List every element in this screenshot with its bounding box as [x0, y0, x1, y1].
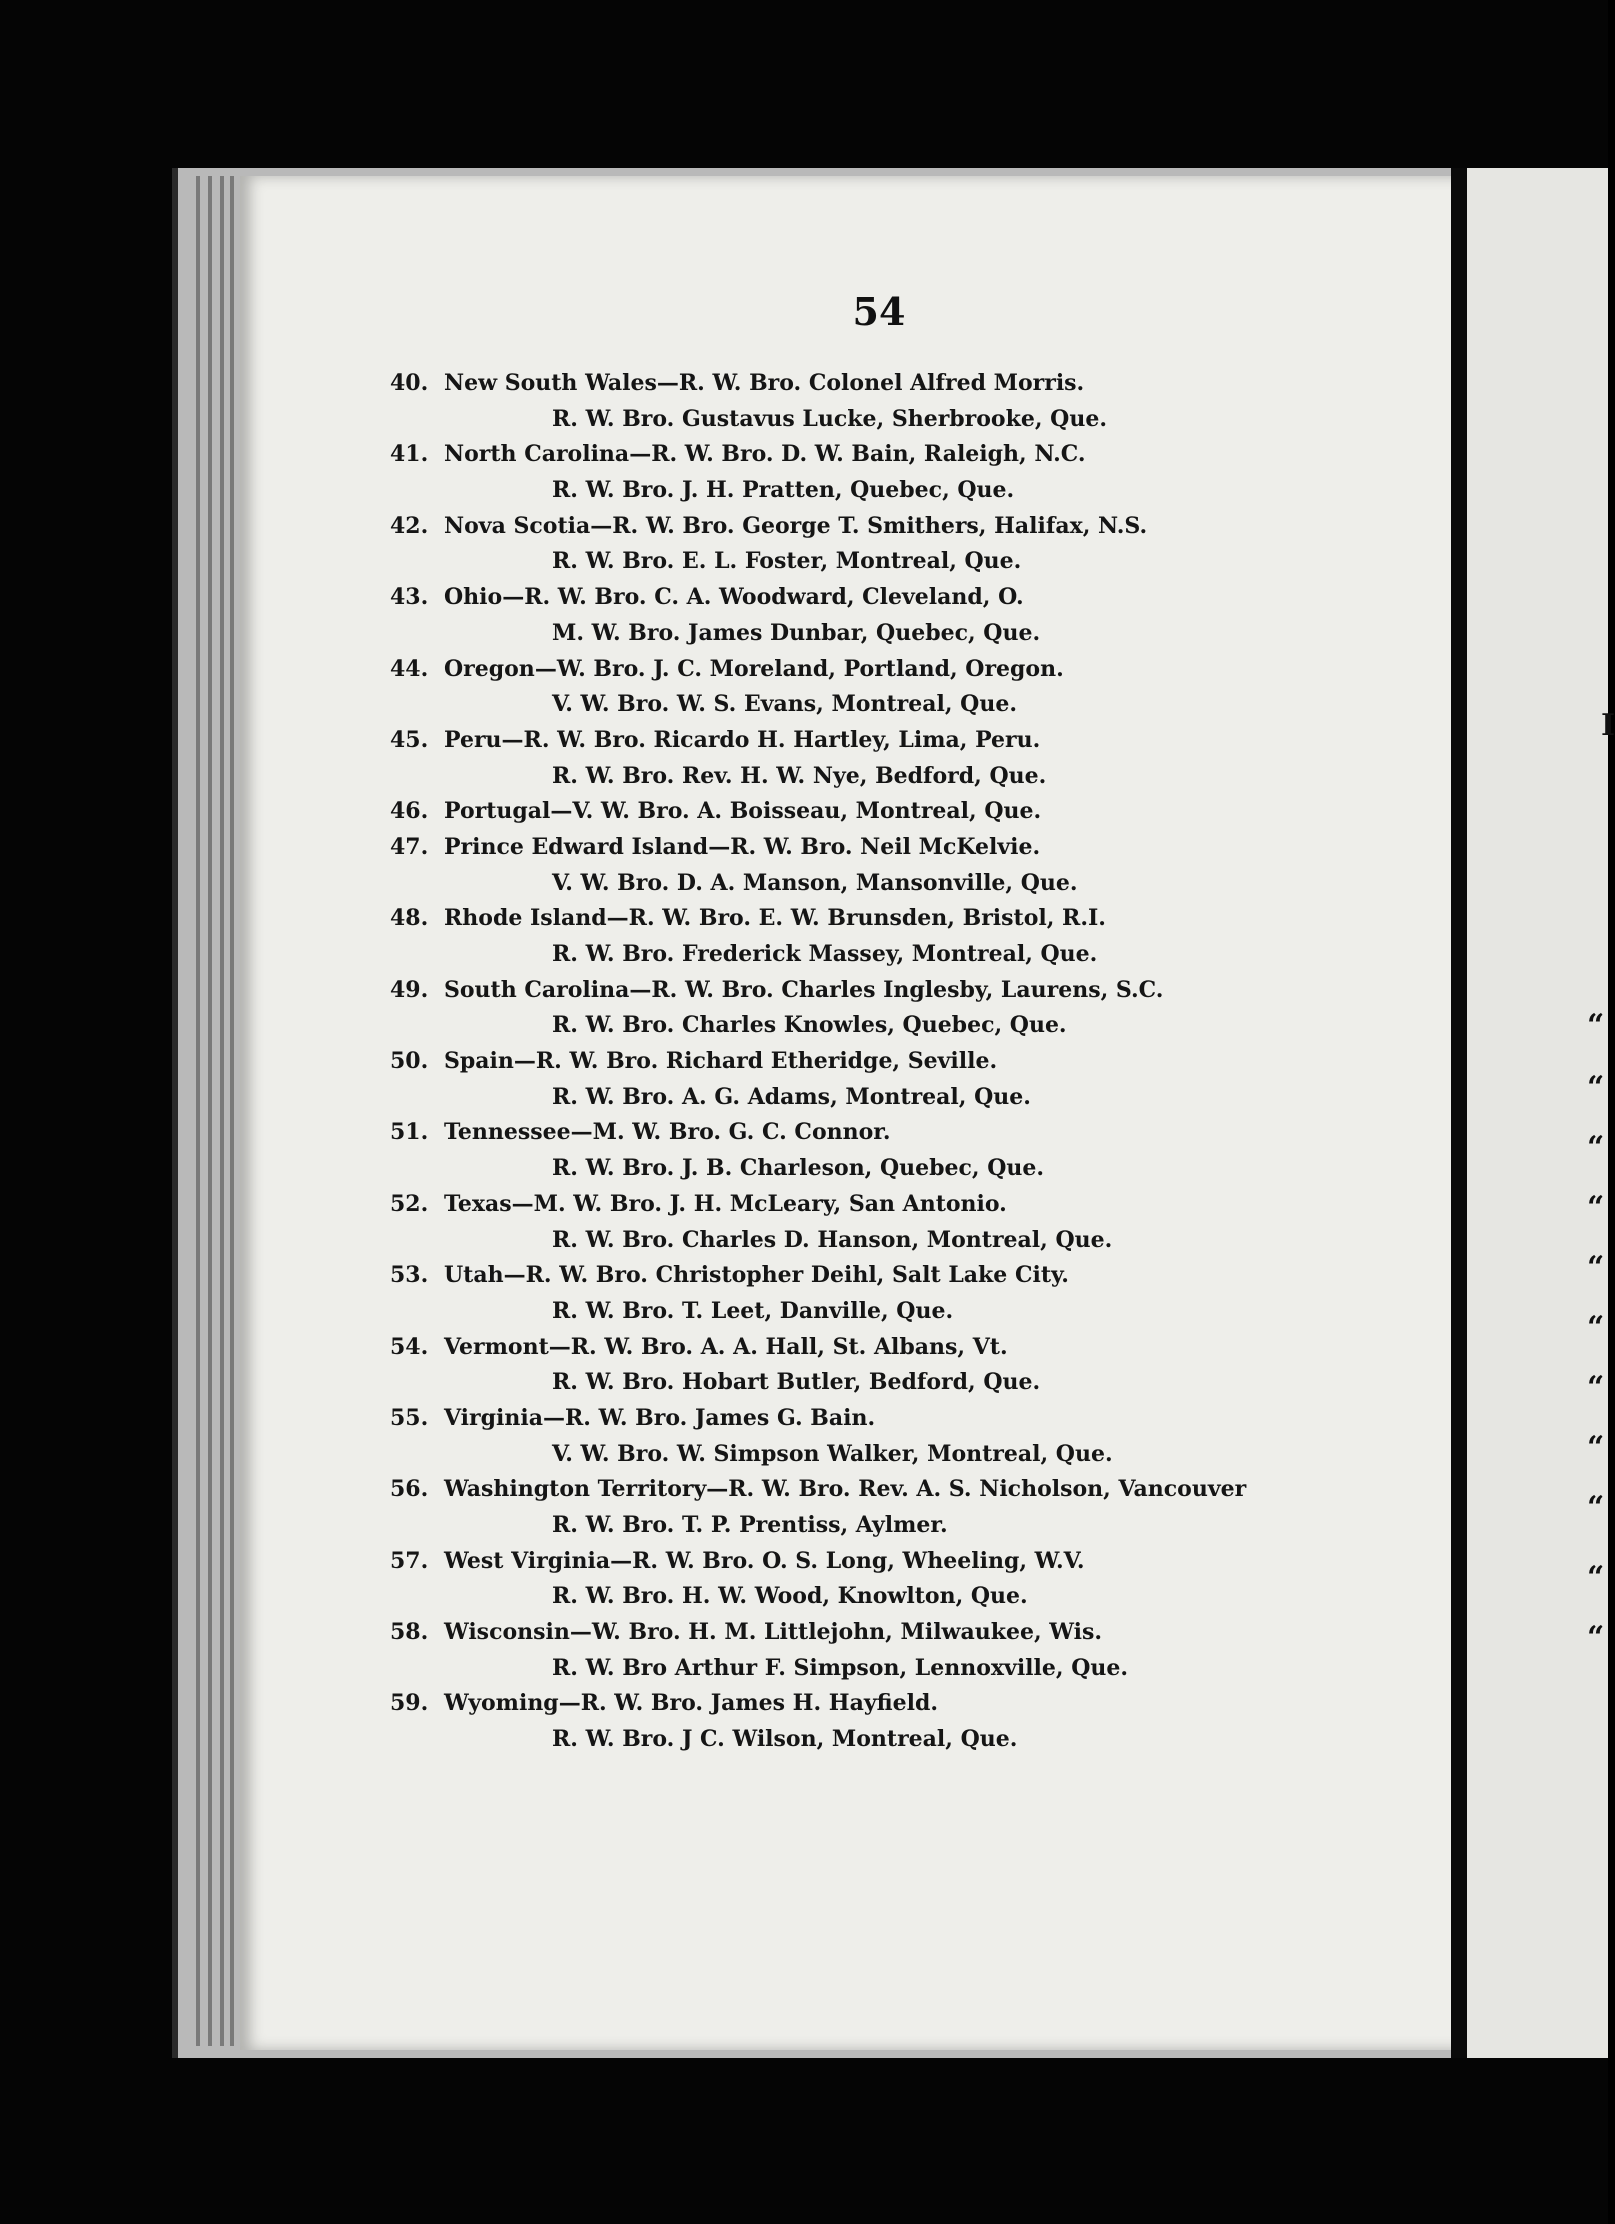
entry-number: 51. [390, 1119, 429, 1146]
jurisdiction-name: Rhode Island [444, 905, 607, 932]
adjacent-page-mark: “ [1587, 1250, 1605, 1285]
entry-number: 47. [390, 833, 429, 860]
adjacent-page-mark: “ [1587, 1008, 1605, 1043]
jurisdiction-name: Tennessee [444, 1119, 571, 1146]
em-dash: — [606, 905, 629, 932]
list-item [390, 1544, 1440, 1615]
page-edge [196, 176, 200, 2046]
list-item [390, 1615, 1440, 1686]
delegate-name: R. W. Bro. Hobart Butler, Bedford, Que. [552, 1369, 1041, 1396]
em-dash: — [534, 655, 557, 682]
representative-name: W. Bro. H. M. Littlejohn, Milwaukee, Wis. [591, 1619, 1103, 1646]
em-dash: — [501, 726, 524, 753]
entry-first-line [390, 1686, 1440, 1722]
entry-number: 57. [390, 1547, 429, 1574]
list-item [390, 1686, 1440, 1757]
adjacent-page-mark: “ [1587, 1070, 1605, 1105]
jurisdiction-name: Prince Edward Island [444, 833, 709, 860]
entry-first-line [390, 723, 1440, 759]
list-item [390, 1472, 1440, 1543]
representative-name: M. W. Bro. G. C. Connor. [592, 1119, 891, 1146]
delegate-name: R. W. Bro. H. W. Wood, Knowlton, Que. [552, 1583, 1028, 1610]
list-item [390, 830, 1440, 901]
list-item [390, 1115, 1440, 1186]
entry-first-line [390, 437, 1440, 473]
list-item [390, 1258, 1440, 1329]
entry-first-line [390, 580, 1440, 616]
entry-number: 44. [390, 655, 429, 682]
adjacent-page-mark: “ [1587, 1370, 1605, 1405]
list-item [390, 437, 1440, 508]
list-item [390, 1401, 1440, 1472]
entry-number: 49. [390, 976, 429, 1003]
representative-name: R. W. Bro. James H. Hayfield. [580, 1690, 938, 1717]
list-item [390, 580, 1440, 651]
entry-number: 58. [390, 1619, 429, 1646]
jurisdiction-name: Oregon [444, 655, 535, 682]
entry-number: 54. [390, 1333, 429, 1360]
entry-first-line [390, 901, 1440, 937]
adjacent-page-mark: “ [1587, 1560, 1605, 1595]
em-dash: — [550, 798, 573, 825]
representative-name: R. W. Bro. E. W. Brunsden, Bristol, R.I. [628, 905, 1106, 932]
representative-name: R. W. Bro. D. W. Bain, Raleigh, N.C. [651, 441, 1086, 468]
delegate-name: R. W. Bro Arthur F. Simpson, Lennoxville, Que. [552, 1654, 1129, 1681]
representatives-list [390, 366, 1440, 1758]
representative-name: R. W. Bro. Richard Etheridge, Seville. [535, 1048, 998, 1075]
delegate-name: V. W. Bro. D. A. Manson, Mansonville, Que. [552, 869, 1078, 896]
em-dash: — [569, 1619, 592, 1646]
list-item [390, 652, 1440, 723]
delegate-name: R. W. Bro. Charles Knowles, Quebec, Que. [552, 1012, 1067, 1039]
entry-number: 53. [390, 1262, 429, 1289]
entry-first-line [390, 1401, 1440, 1437]
entry-number: 43. [390, 584, 429, 611]
em-dash: — [502, 584, 525, 611]
list-item [390, 509, 1440, 580]
jurisdiction-name: Texas [444, 1190, 512, 1217]
jurisdiction-name: Nova Scotia [444, 512, 591, 539]
delegate-name: V. W. Bro. W. S. Evans, Montreal, Que. [552, 691, 1017, 718]
jurisdiction-name: South Carolina [444, 976, 630, 1003]
page-edge [230, 176, 234, 2046]
em-dash: — [629, 441, 652, 468]
entry-first-line [390, 794, 1440, 830]
jurisdiction-name: North Carolina [444, 441, 630, 468]
representative-name: R. W. Bro. George T. Smithers, Halifax, N.S. [612, 512, 1148, 539]
delegate-name: R. W. Bro. A. G. Adams, Montreal, Que. [552, 1083, 1031, 1110]
entry-first-line [390, 830, 1440, 866]
jurisdiction-name: Utah [444, 1262, 504, 1289]
list-item [390, 366, 1440, 437]
delegate-name: R. W. Bro. Gustavus Lucke, Sherbrooke, Que. [552, 405, 1107, 432]
jurisdiction-name: Wyoming [444, 1690, 559, 1717]
page-number: 54 [852, 289, 906, 334]
entry-first-line [390, 1472, 1440, 1508]
adjacent-page-mark: “ [1587, 1490, 1605, 1525]
page-edge [220, 176, 224, 2046]
adjacent-page-mark: “ [1587, 1190, 1605, 1225]
representative-name: R. W. Bro. James G. Bain. [564, 1404, 876, 1431]
delegate-name: R. W. Bro. J. H. Pratten, Quebec, Que. [552, 477, 1015, 504]
adjacent-page-mark: “ [1587, 1430, 1605, 1465]
em-dash: — [610, 1547, 633, 1574]
adjacent-page-mark: “ [1587, 1620, 1605, 1655]
list-item [390, 973, 1440, 1044]
entry-number: 55. [390, 1404, 429, 1431]
entry-number: 42. [390, 512, 429, 539]
em-dash: — [590, 512, 613, 539]
representative-name: R. W. Bro. Colonel Alfred Morris. [678, 370, 1085, 396]
entry-number: 52. [390, 1190, 429, 1217]
entry-first-line [390, 652, 1440, 688]
page-edge [208, 176, 212, 2046]
entry-number: 48. [390, 905, 429, 932]
list-item [390, 794, 1440, 830]
delegate-name: R. W. Bro. Charles D. Hanson, Montreal, Que. [552, 1226, 1113, 1253]
jurisdiction-name: Spain [444, 1048, 514, 1075]
jurisdiction-name: Ohio [444, 584, 503, 611]
adjacent-page-edge [1467, 168, 1615, 2058]
jurisdiction-name: Virginia [444, 1404, 543, 1431]
delegate-name: R. W. Bro. J C. Wilson, Montreal, Que. [552, 1726, 1018, 1753]
entry-number: 45. [390, 726, 429, 753]
entry-number: 40. [390, 370, 429, 396]
representative-name: V. W. Bro. A. Boisseau, Montreal, Que. [572, 798, 1042, 825]
em-dash: — [548, 1333, 571, 1360]
representative-name: M. W. Bro. J. H. McLeary, San Antonio. [533, 1190, 1007, 1217]
list-item [390, 723, 1440, 794]
em-dash: — [558, 1690, 581, 1717]
representative-name: R. W. Bro. Charles Inglesby, Laurens, S.C. [651, 976, 1164, 1003]
entry-first-line [390, 1330, 1440, 1366]
delegate-name: M. W. Bro. James Dunbar, Quebec, Que. [552, 619, 1041, 646]
entry-number: 46. [390, 798, 429, 825]
em-dash: — [629, 976, 652, 1003]
entry-number: 56. [390, 1476, 429, 1503]
list-item [390, 1187, 1440, 1258]
delegate-name: R. W. Bro. Rev. H. W. Nye, Bedford, Que. [552, 762, 1047, 789]
adjacent-page-mark: “ [1587, 1310, 1605, 1345]
representative-name: R. W. Bro. O. S. Long, Wheeling, W.V. [632, 1547, 1085, 1574]
delegate-name: R. W. Bro. Frederick Massey, Montreal, Que. [552, 941, 1098, 967]
book-page [240, 176, 1458, 2050]
representative-name: R. W. Bro. Christopher Deihl, Salt Lake City. [525, 1262, 1069, 1289]
delegate-name: R. W. Bro. J. B. Charleson, Quebec, Que. [552, 1155, 1045, 1182]
book-gutter [1451, 168, 1467, 2058]
em-dash: — [708, 833, 731, 860]
em-dash: — [570, 1119, 593, 1146]
adjacent-page-mark: “ [1587, 1130, 1605, 1165]
adjacent-page-mark: I [1601, 708, 1615, 743]
representative-name: R. W. Bro. A. A. Hall, St. Albans, Vt. [570, 1333, 1008, 1360]
em-dash: — [656, 370, 679, 396]
delegate-name: V. W. Bro. W. Simpson Walker, Montreal, Que. [552, 1440, 1113, 1467]
representative-name: R. W. Bro. C. A. Woodward, Cleveland, O. [524, 584, 1024, 611]
representative-name: R. W. Bro. Rev. A. S. Nicholson, Vancouver [728, 1476, 1247, 1503]
entry-first-line [390, 1187, 1440, 1223]
entry-first-line [390, 1115, 1440, 1151]
jurisdiction-name: Washington Territory [444, 1476, 707, 1503]
entry-first-line [390, 1044, 1440, 1080]
jurisdiction-name: Peru [444, 726, 502, 753]
jurisdiction-name: Wisconsin [444, 1619, 570, 1646]
em-dash: — [513, 1048, 536, 1075]
entry-first-line [390, 509, 1440, 545]
entry-first-line [390, 1544, 1440, 1580]
entry-first-line [390, 1615, 1440, 1651]
em-dash: — [706, 1476, 729, 1503]
jurisdiction-name: New South Wales [444, 370, 657, 396]
jurisdiction-name: Portugal [444, 798, 551, 825]
representative-name: W. Bro. J. C. Moreland, Portland, Oregon. [556, 655, 1064, 682]
list-item [390, 1330, 1440, 1401]
entry-first-line [390, 1258, 1440, 1294]
em-dash: — [503, 1262, 526, 1289]
entry-first-line [390, 366, 1440, 402]
list-item [390, 1044, 1440, 1115]
em-dash: — [542, 1404, 565, 1431]
entry-number: 50. [390, 1048, 429, 1075]
representative-name: R. W. Bro. Ricardo H. Hartley, Lima, Peru. [523, 726, 1041, 753]
jurisdiction-name: Vermont [444, 1333, 549, 1360]
em-dash: — [511, 1190, 534, 1217]
representative-name: R. W. Bro. Neil McKelvie. [730, 833, 1041, 860]
entry-first-line [390, 973, 1440, 1009]
delegate-name: R. W. Bro. T. Leet, Danville, Que. [552, 1297, 954, 1324]
delegate-name: R. W. Bro. T. P. Prentiss, Aylmer. [552, 1512, 948, 1538]
list-item [390, 901, 1440, 972]
delegate-name: R. W. Bro. E. L. Foster, Montreal, Que. [552, 548, 1022, 575]
entry-number: 41. [390, 441, 429, 468]
jurisdiction-name: West Virginia [444, 1547, 611, 1574]
entry-number: 59. [390, 1690, 429, 1717]
